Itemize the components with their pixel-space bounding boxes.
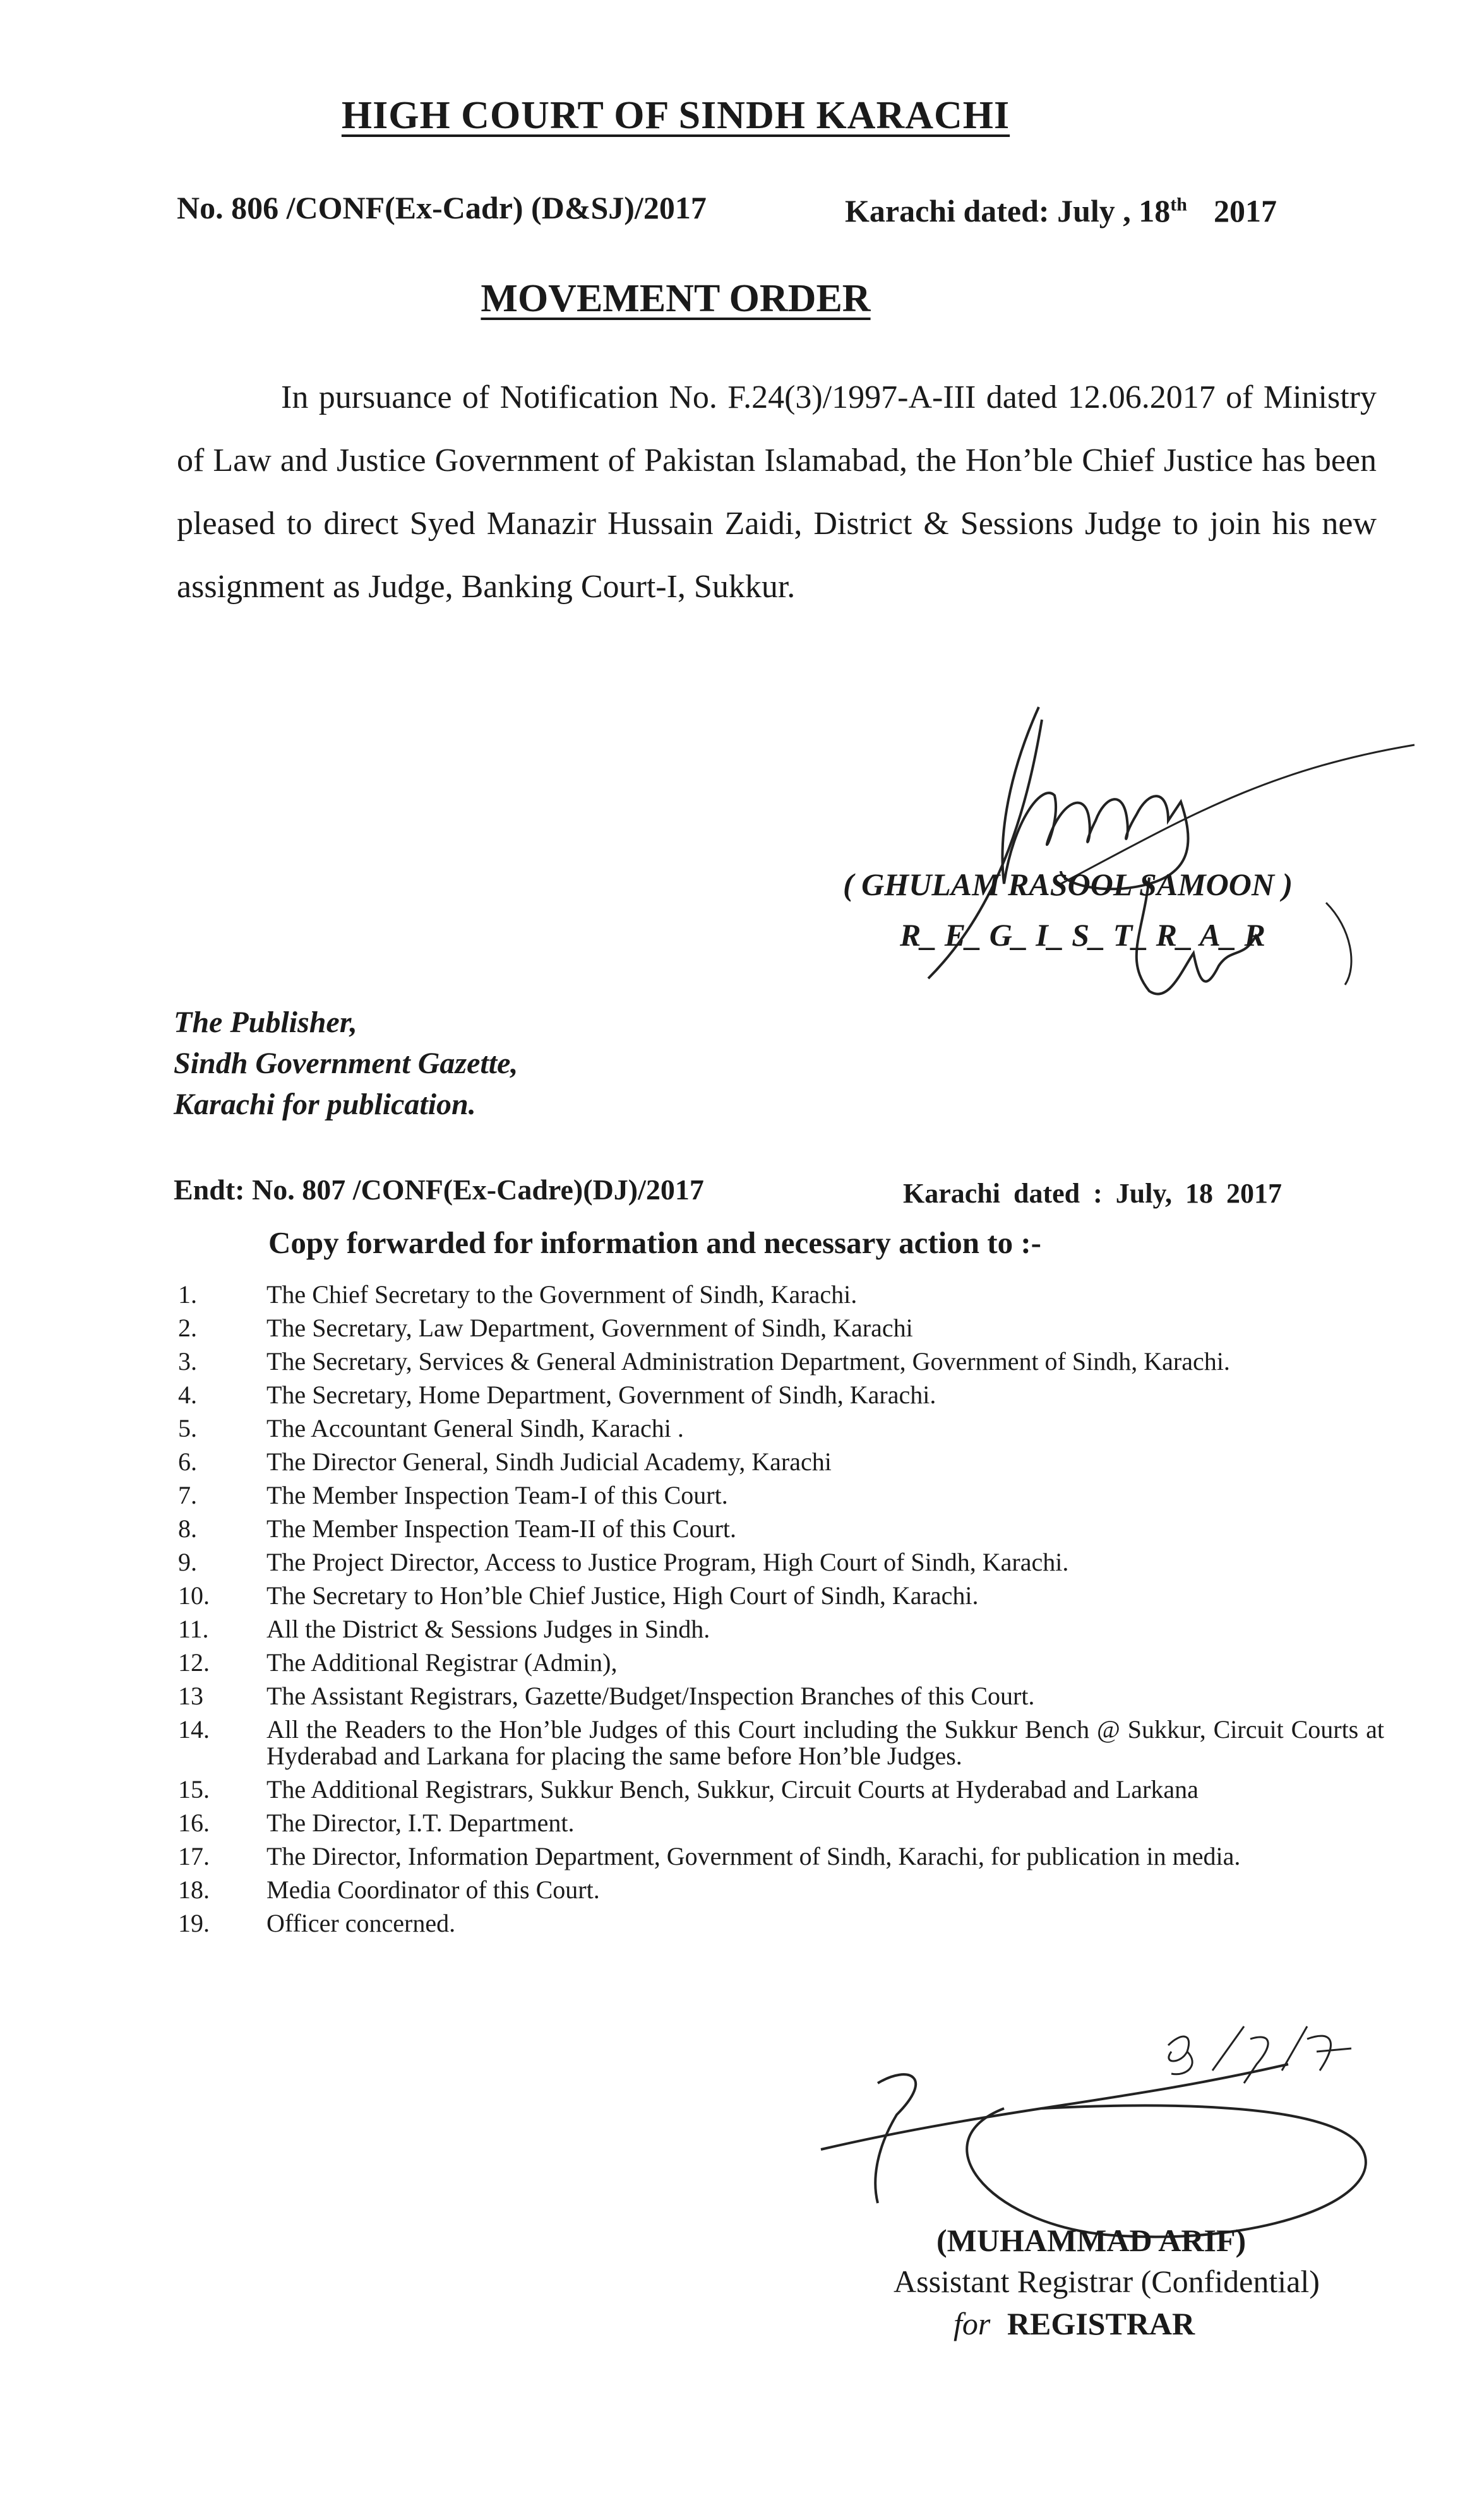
list-item — [0, 1516, 1465, 1542]
registrar-designation: R_ E_ G_ I_ S_ T_ R_ A_ R — [900, 917, 1265, 953]
list-item — [0, 1449, 1465, 1475]
list-item-number: 6. — [178, 1447, 197, 1476]
list-item-text: All the District & Sessions Judges in Sindh. — [266, 1615, 710, 1643]
list-item-text: The Member Inspection Team-I of this Court. — [266, 1481, 728, 1509]
list-item-number: 13 — [178, 1682, 203, 1710]
assistant-registrar-name: (MUHAMMAD ARIF) — [936, 2223, 1247, 2258]
list-item-number: 11. — [178, 1615, 209, 1643]
list-item — [0, 1683, 1465, 1709]
list-item-number: 5. — [178, 1414, 197, 1442]
list-item-text: The Assistant Registrars, Gazette/Budget/Inspection Branches of this Court. — [266, 1682, 1035, 1710]
registrar-name: ( GHULAM RASOOL SAMOON ) — [843, 867, 1293, 902]
list-item — [0, 1649, 1465, 1676]
endorsement-date: Karachi dated : July, 18 2017 — [903, 1178, 1283, 1209]
list-item — [0, 1482, 1465, 1509]
list-item — [0, 1281, 1465, 1308]
list-item-text: The Accountant General Sindh, Karachi . — [266, 1414, 684, 1442]
list-item-number: 18. — [178, 1875, 210, 1904]
order-date-text: Karachi dated: July , 18 — [845, 193, 1171, 229]
recipient-list — [0, 1281, 1465, 1944]
list-item — [0, 1877, 1465, 1903]
list-item-number: 16. — [178, 1809, 210, 1837]
list-item-text: The Secretary to Hon’ble Chief Justice, High Court of Sindh, Karachi. — [266, 1581, 979, 1610]
list-item-text: The Secretary, Services & General Administration Department, Government of Sindh, Karachi. — [266, 1347, 1230, 1376]
list-item-number: 9. — [178, 1548, 197, 1576]
list-item-number: 1. — [178, 1280, 197, 1309]
list-item-text: Officer concerned. — [266, 1909, 456, 1937]
order-date-year: 2017 — [1213, 193, 1277, 229]
list-item-text: All the Readers to the Hon’ble Judges of this Court including the Sukkur Bench @ Sukkur, Circuit Courts at Hyderabad and Larkana for placing the same before Hon’ble Judges. — [266, 1715, 1384, 1770]
list-item-number: 19. — [178, 1909, 210, 1937]
list-item — [0, 1716, 1465, 1769]
copy-forwarded-heading: Copy forwarded for information and necessary action to :- — [268, 1225, 1041, 1260]
publisher-line-3: Karachi for publication. — [174, 1088, 476, 1121]
list-item-number: 2. — [178, 1314, 197, 1342]
order-body: In pursuance of Notification No. F.24(3)/1997-A-III dated 12.06.2017 of Ministry of Law and Justice Government of Pakistan Islamabad, the Hon’ble Chief Justice has been pleased to direct Syed Manazir Hussain Zaidi, District & Sessions Judge to join his new assignment as Judge, Banking Court-I, Sukkur. — [177, 379, 1377, 605]
order-date-suffix: th — [1170, 194, 1187, 215]
list-item-text: The Director, Information Department, Government of Sindh, Karachi, for publication in media. — [266, 1842, 1241, 1870]
order-date — [845, 193, 1277, 229]
list-item — [0, 1776, 1465, 1803]
list-item-text: The Chief Secretary to the Government of Sindh, Karachi. — [266, 1280, 858, 1309]
list-item-number: 8. — [178, 1514, 197, 1543]
list-item — [0, 1910, 1465, 1937]
list-item-text: The Additional Registrar (Admin), — [266, 1648, 618, 1677]
for-registrar-label: REGISTRAR — [1007, 2306, 1195, 2341]
list-item — [0, 1348, 1465, 1375]
for-word: for — [954, 2306, 991, 2341]
list-item — [0, 1415, 1465, 1442]
list-item-text: The Additional Registrars, Sukkur Bench, Sukkur, Circuit Courts at Hyderabad and Larkana — [266, 1775, 1199, 1804]
list-item-text: The Secretary, Home Department, Government of Sindh, Karachi. — [266, 1381, 936, 1409]
court-title: HIGH COURT OF SINDH KARACHI — [341, 94, 1010, 137]
list-item-number: 10. — [178, 1581, 210, 1610]
list-item-text: Media Coordinator of this Court. — [266, 1875, 600, 1904]
publisher-line-2: Sindh Government Gazette, — [174, 1047, 518, 1080]
order-title: MOVEMENT ORDER — [481, 277, 871, 320]
list-item — [0, 1315, 1465, 1341]
list-item-text: The Member Inspection Team-II of this Court. — [266, 1514, 737, 1543]
list-item — [0, 1549, 1465, 1576]
endorsement-number: Endt: No. 807 /CONF(Ex-Cadre)(DJ)/2017 — [174, 1174, 704, 1206]
list-item-number: 14. — [178, 1715, 210, 1744]
list-item-text: The Director General, Sindh Judicial Academy, Karachi — [266, 1447, 832, 1476]
list-item-text: The Secretary, Law Department, Government of Sindh, Karachi — [266, 1314, 913, 1342]
list-item-number: 12. — [178, 1648, 210, 1677]
list-item-number: 4. — [178, 1381, 197, 1409]
publisher-line-1: The Publisher, — [174, 1006, 357, 1039]
list-item-number: 17. — [178, 1842, 210, 1870]
for-registrar — [954, 2305, 1195, 2342]
list-item-text: The Project Director, Access to Justice Program, High Court of Sindh, Karachi. — [266, 1548, 1069, 1576]
list-item-number: 7. — [178, 1481, 197, 1509]
list-item — [0, 1810, 1465, 1836]
list-item — [0, 1382, 1465, 1408]
list-item-number: 3. — [178, 1347, 197, 1376]
assistant-registrar-designation: Assistant Registrar (Confidential) — [894, 2264, 1320, 2299]
reference-number: No. 806 /CONF(Ex-Cadr) (D&SJ)/2017 — [177, 190, 707, 225]
list-item — [0, 1616, 1465, 1643]
list-item — [0, 1583, 1465, 1609]
list-item-number: 15. — [178, 1775, 210, 1804]
list-item — [0, 1843, 1465, 1870]
list-item-text: The Director, I.T. Department. — [266, 1809, 575, 1837]
